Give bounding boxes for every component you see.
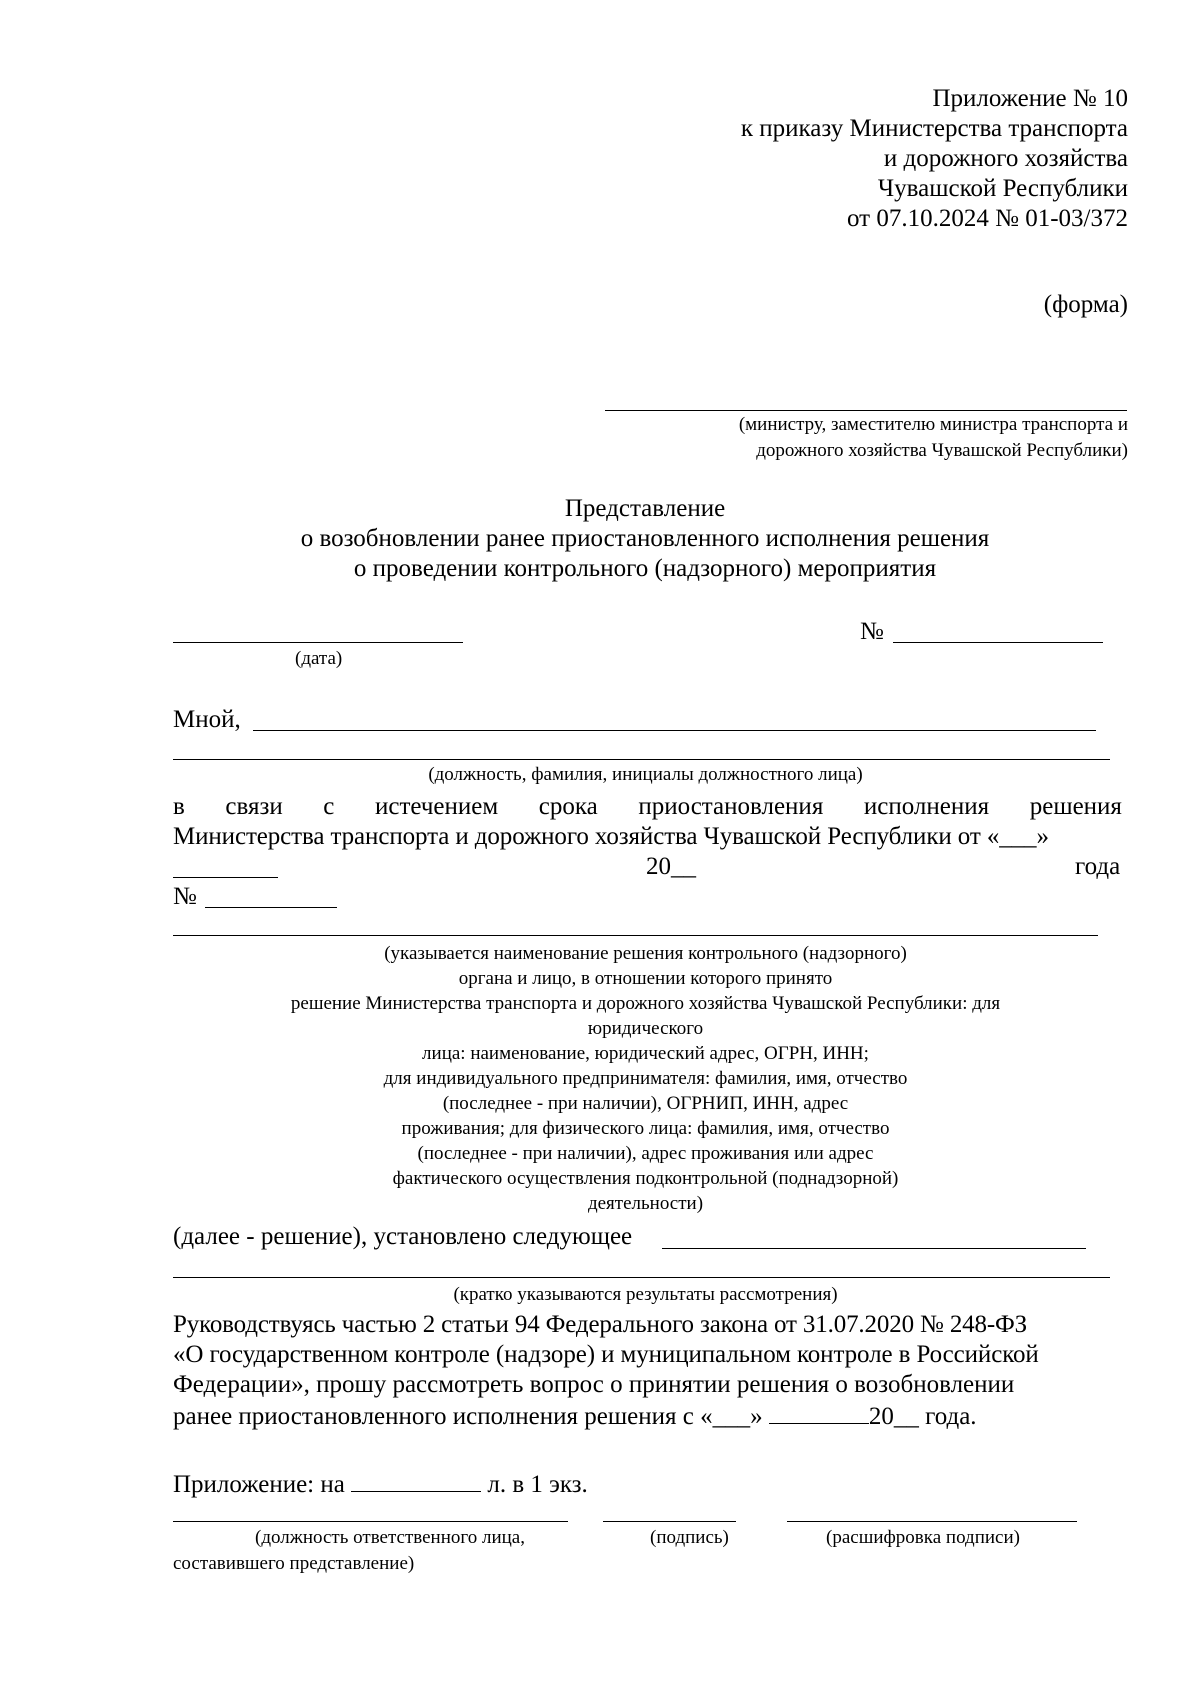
addressee-hint-1: (министру, заместителю министра транспорта и [738,414,1128,435]
month-line [173,877,278,878]
decision-caption-line: для индивидуального предпринимателя: фамилия, имя, отчество [383,1068,908,1089]
signature-caption: (подпись) [650,1527,729,1548]
decode-caption: (расшифровка подписи) [826,1527,1020,1548]
decision-number-line [205,907,337,908]
decision-number-label: № [173,883,197,910]
body-word: срока [538,793,598,820]
results-caption: (кратко указываются результаты рассмотрения) [453,1284,838,1305]
appendix-ministry-line: и дорожного хозяйства [883,145,1128,172]
body-word: с [323,793,335,820]
attachment-suffix: л. в 1 экз. [487,1471,588,1498]
appendix-date-line: от 07.10.2024 № 01-03/372 [847,205,1128,232]
date-line [173,642,463,643]
guidance-line-4 [173,1400,977,1432]
decision-year: 20__ [646,853,696,880]
decision-caption-line: юридического [587,1018,704,1039]
by-me-label: Мной, [173,706,241,733]
decision-line [173,935,1098,936]
date-caption: (дата) [295,648,343,669]
decision-caption-line: фактического осуществления подконтрольной (поднадзорной) [392,1168,899,1189]
signature-line [603,1521,736,1522]
decision-caption-line: (указывается наименование решения контрольного (надзорного) [384,943,907,964]
addressee-line [605,410,1127,411]
guidance-line-3: Федерации», прошу рассмотреть вопрос о принятии решения о возобновлении [173,1371,1015,1398]
decision-caption-line: органа и лицо, в отношении которого принято [458,968,833,989]
doc-subtitle-1: о возобновлении ранее приостановленного исполнения решения [300,525,990,552]
doc-title: Представление [564,495,726,522]
year-word: года [1075,853,1121,880]
appendix-republic-line: Чувашской Республики [877,175,1128,202]
body-word: истечением [374,793,499,820]
established-line-1 [662,1248,1086,1249]
form-label: (форма) [1043,291,1128,318]
by-me-line-1 [253,730,1096,731]
guidance-line-1: Руководствуясь частью 2 статьи 94 Федерального закона от 31.07.2020 № 248-ФЗ [173,1311,1028,1338]
body-word: приостановления [638,793,824,820]
position-caption-2: составившего представление) [173,1553,415,1574]
body-word: связи [225,793,283,820]
attachment-prefix: Приложение: на [173,1471,345,1498]
attachment-line [173,1468,588,1500]
decision-caption-line: деятельности) [587,1193,704,1214]
established-line-2 [173,1277,1110,1278]
official-caption: (должность, фамилия, инициалы должностного лица) [428,764,863,785]
by-me-line-2 [173,759,1110,760]
addressee-hint-2: дорожного хозяйства Чувашской Республики) [756,440,1128,461]
decision-caption-line: (последнее - при наличии), ОГРНИП, ИНН, адрес [442,1093,849,1114]
body-word: в [173,793,185,820]
appendix-number: Приложение № 10 [932,85,1128,112]
body-line-1 [173,792,1122,822]
resume-year: 20__ года. [868,1403,977,1430]
appendix-order-line: к приказу Министерства транспорта [740,115,1128,142]
decode-line [787,1521,1077,1522]
decision-caption-line: проживания; для физического лица: фамилия, имя, отчество [401,1118,890,1139]
number-sign: № [860,618,884,645]
guidance-line-4-prefix: ранее приостановленного исполнения решения с «___» [173,1403,763,1430]
body-word: исполнения [863,793,990,820]
decision-caption-line: лица: наименование, юридический адрес, ОГРН, ИНН; [422,1043,869,1064]
number-line [893,642,1103,643]
established-label: (далее - решение), установлено следующее [173,1223,633,1250]
decision-caption-line: (последнее - при наличии), адрес проживания или адрес [417,1143,874,1164]
decision-caption-line: решение Министерства транспорта и дорожного хозяйства Чувашской Республики: для [290,993,1001,1014]
body-line-2: Министерства транспорта и дорожного хозяйства Чувашской Республики от «___» [173,823,1049,850]
attachment-pages-line [351,1468,481,1492]
position-line [173,1521,568,1522]
doc-subtitle-2: о проведении контрольного (надзорного) мероприятия [353,555,937,582]
guidance-line-2: «О государственном контроле (надзоре) и муниципальном контроле в Российской [173,1341,1039,1368]
position-caption-1: (должность ответственного лица, [255,1527,525,1548]
body-word: решения [1029,793,1122,820]
resume-month-line [769,1400,869,1424]
